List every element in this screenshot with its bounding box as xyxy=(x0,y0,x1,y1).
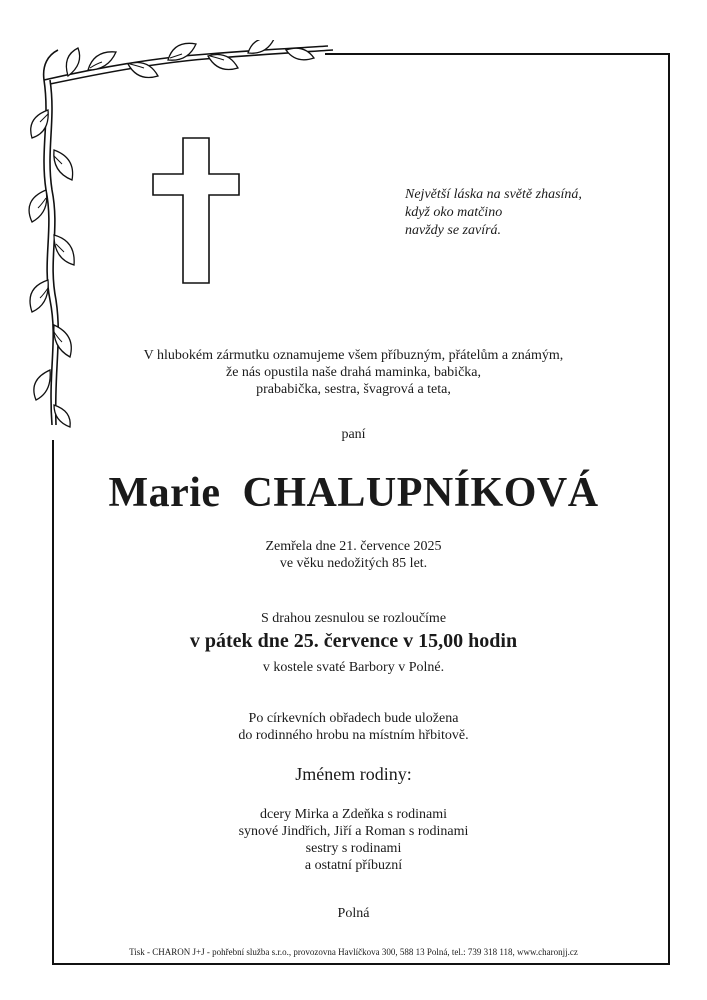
last-name: CHALUPNÍKOVÁ xyxy=(242,470,599,516)
quote-line: Největší láska na světě zhasíná, xyxy=(405,187,582,202)
frame-top-line xyxy=(325,53,670,55)
intro-line: V hlubokém zármutku oznamujeme všem příbuzným, přátelům a známým, xyxy=(143,348,564,363)
printer-footer: Tisk - CHARON J+J - pohřební služba s.r.o., provozovna Havlíčkova 300, 588 13 Polná, tel.: 739 318 118, www.charonjj.cz xyxy=(129,947,578,957)
intro-line: prababička, sestra, švagrová a teta, xyxy=(256,382,451,397)
burial-line: do rodinného hrobu na místním hřbitově. xyxy=(238,728,469,743)
intro-line: že nás opustila naše drahá maminka, babička, xyxy=(225,365,481,380)
first-name: Marie xyxy=(108,470,221,516)
frame-bottom-line xyxy=(52,963,670,965)
burial-info xyxy=(0,710,707,744)
farewell-place: v kostele svaté Barbory v Polné. xyxy=(262,660,445,675)
family-heading: Jménem rodiny: xyxy=(295,764,412,784)
death-info xyxy=(0,538,707,572)
death-line: Zemřela dne 21. července 2025 xyxy=(265,539,442,554)
family-list xyxy=(0,806,707,874)
death-line: ve věku nedožitých 85 let. xyxy=(279,556,428,571)
family-line: dcery Mirka a Zdeňka s rodinami xyxy=(260,807,447,822)
deceased-name xyxy=(0,469,707,517)
farewell-intro: S drahou zesnulou se rozloučíme xyxy=(260,611,447,626)
burial-line: Po církevních obřadech bude uložena xyxy=(248,711,459,726)
farewell-datetime: v pátek dne 25. července v 15,00 hodin xyxy=(189,630,518,652)
family-line: sestry s rodinami xyxy=(305,841,402,856)
announcement-intro xyxy=(0,347,707,398)
cross-icon xyxy=(152,137,240,284)
family-line: a ostatní příbuzní xyxy=(304,858,403,873)
family-line: synové Jindřich, Jiří a Roman s rodinami xyxy=(238,824,469,839)
quote xyxy=(405,186,582,240)
quote-line: když oko matčino xyxy=(405,205,503,220)
town: Polná xyxy=(337,906,370,921)
title-prefix: paní xyxy=(341,427,366,442)
frame-left-line xyxy=(52,440,54,965)
quote-line: navždy se zavírá. xyxy=(405,223,502,238)
